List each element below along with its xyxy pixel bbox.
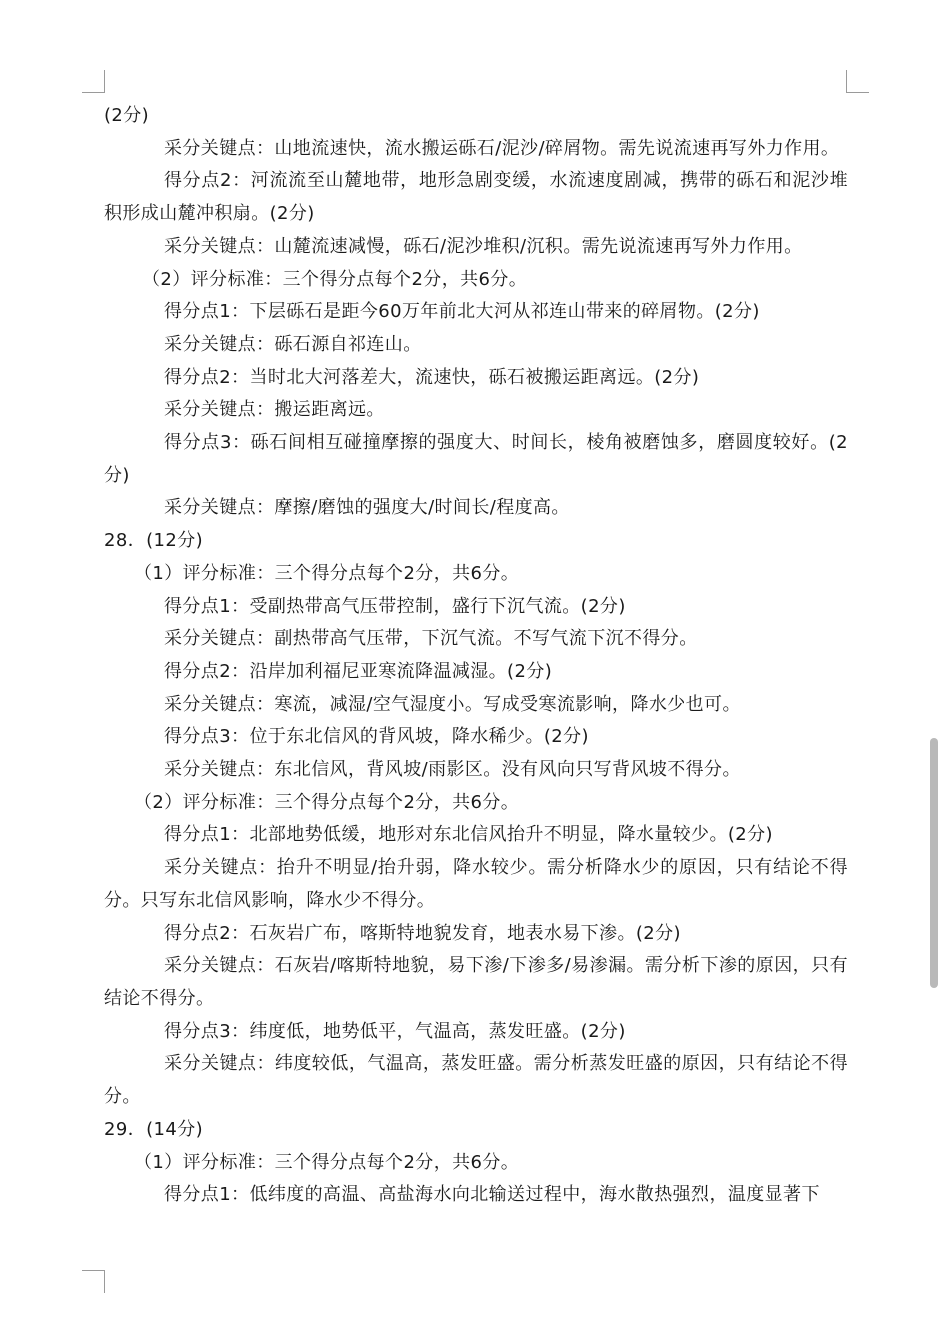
text-line: (2分) — [104, 105, 150, 126]
text-line: 采分关键点：石灰岩/喀斯特地貌，易下渗/下渗多/易渗漏。需分析下渗的原因，只有结论不得分。 — [104, 955, 848, 1009]
sub-question-heading: （1）评分标准：三个得分点每个2分，共6分。 — [134, 562, 520, 584]
text-line: 采分关键点：搬运距离远。 — [164, 399, 385, 421]
text-line: 得分点3：砾石间相互碰撞摩擦的强度大、时间长，棱角被磨蚀多，磨圆度较好。(2分) — [104, 432, 848, 486]
text-line: 采分关键点：东北信风，背风坡/雨影区。没有风向只写背风坡不得分。 — [164, 759, 741, 781]
text-line: 采分关键点：山地流速快，流水搬运砾石/泥沙/碎屑物。需先说流速再写外力作用。 — [164, 137, 840, 159]
text-line: 采分关键点：摩擦/磨蚀的强度大/时间长/程度高。 — [164, 497, 570, 519]
text-line: 采分关键点：纬度较低，气温高，蒸发旺盛。需分析蒸发旺盛的原因，只有结论不得分。 — [104, 1053, 848, 1108]
vertical-scrollbar-thumb[interactable] — [930, 738, 938, 988]
text-line: 得分点1：受副热带高气压带控制，盛行下沉气流。(2分) — [164, 595, 626, 617]
text-line: 得分点2：石灰岩广布，喀斯特地貌发育，地表水易下渗。(2分) — [164, 922, 681, 944]
page-corner-mark-top-right — [846, 70, 869, 93]
text-line: 得分点2：当时北大河落差大，流速快，砾石被搬运距离远。(2分) — [164, 366, 700, 388]
sub-question-heading: （2）评分标准：三个得分点每个2分，共6分。 — [142, 268, 528, 290]
text-line: 得分点3：纬度低，地势低平，气温高，蒸发旺盛。(2分) — [164, 1020, 626, 1042]
text-line: 采分关键点：寒流，减湿/空气湿度小。写成受寒流影响，降水少也可。 — [164, 693, 741, 715]
question-heading: 29．(14分) — [104, 1118, 204, 1140]
text-line: 得分点1：北部地势低缓，地形对东北信风抬升不明显，降水量较少。(2分) — [164, 824, 773, 846]
text-line: 得分点2：沿岸加利福尼亚寒流降温减湿。(2分) — [164, 660, 553, 682]
text-line: 采分关键点：山麓流速减慢，砾石/泥沙堆积/沉积。需先说流速再写外力作用。 — [164, 235, 803, 257]
text-line: 得分点1：下层砾石是距今60万年前北大河从祁连山带来的碎屑物。(2分) — [164, 301, 760, 323]
text-line: 得分点3：位于东北信风的背风坡，降水稀少。(2分) — [164, 726, 589, 748]
page-corner-mark-top-left — [82, 70, 105, 93]
sub-question-heading: （1）评分标准：三个得分点每个2分，共6分。 — [134, 1151, 520, 1173]
text-line: 得分点1：低纬度的高温、高盐海水向北输送过程中，海水散热强烈，温度显著下 — [164, 1184, 820, 1206]
text-line: 得分点2：河流流至山麓地带，地形急剧变缓，水流速度剧减，携带的砾石和泥沙堆积形成山麓冲积扇。(2分) — [104, 170, 848, 225]
document-body — [104, 100, 848, 1212]
text-line: 采分关键点：砾石源自祁连山。 — [164, 333, 422, 355]
sub-question-heading: （2）评分标准：三个得分点每个2分，共6分。 — [134, 791, 520, 813]
page-corner-mark-bottom-left — [82, 1270, 105, 1293]
text-line: 采分关键点：副热带高气压带，下沉气流。不写气流下沉不得分。 — [164, 628, 698, 650]
text-line: 采分关键点：抬升不明显/抬升弱，降水较少。需分析降水少的原因，只有结论不得分。只写东北信风影响，降水少不得分。 — [104, 857, 848, 911]
question-heading: 28．(12分) — [104, 530, 204, 552]
